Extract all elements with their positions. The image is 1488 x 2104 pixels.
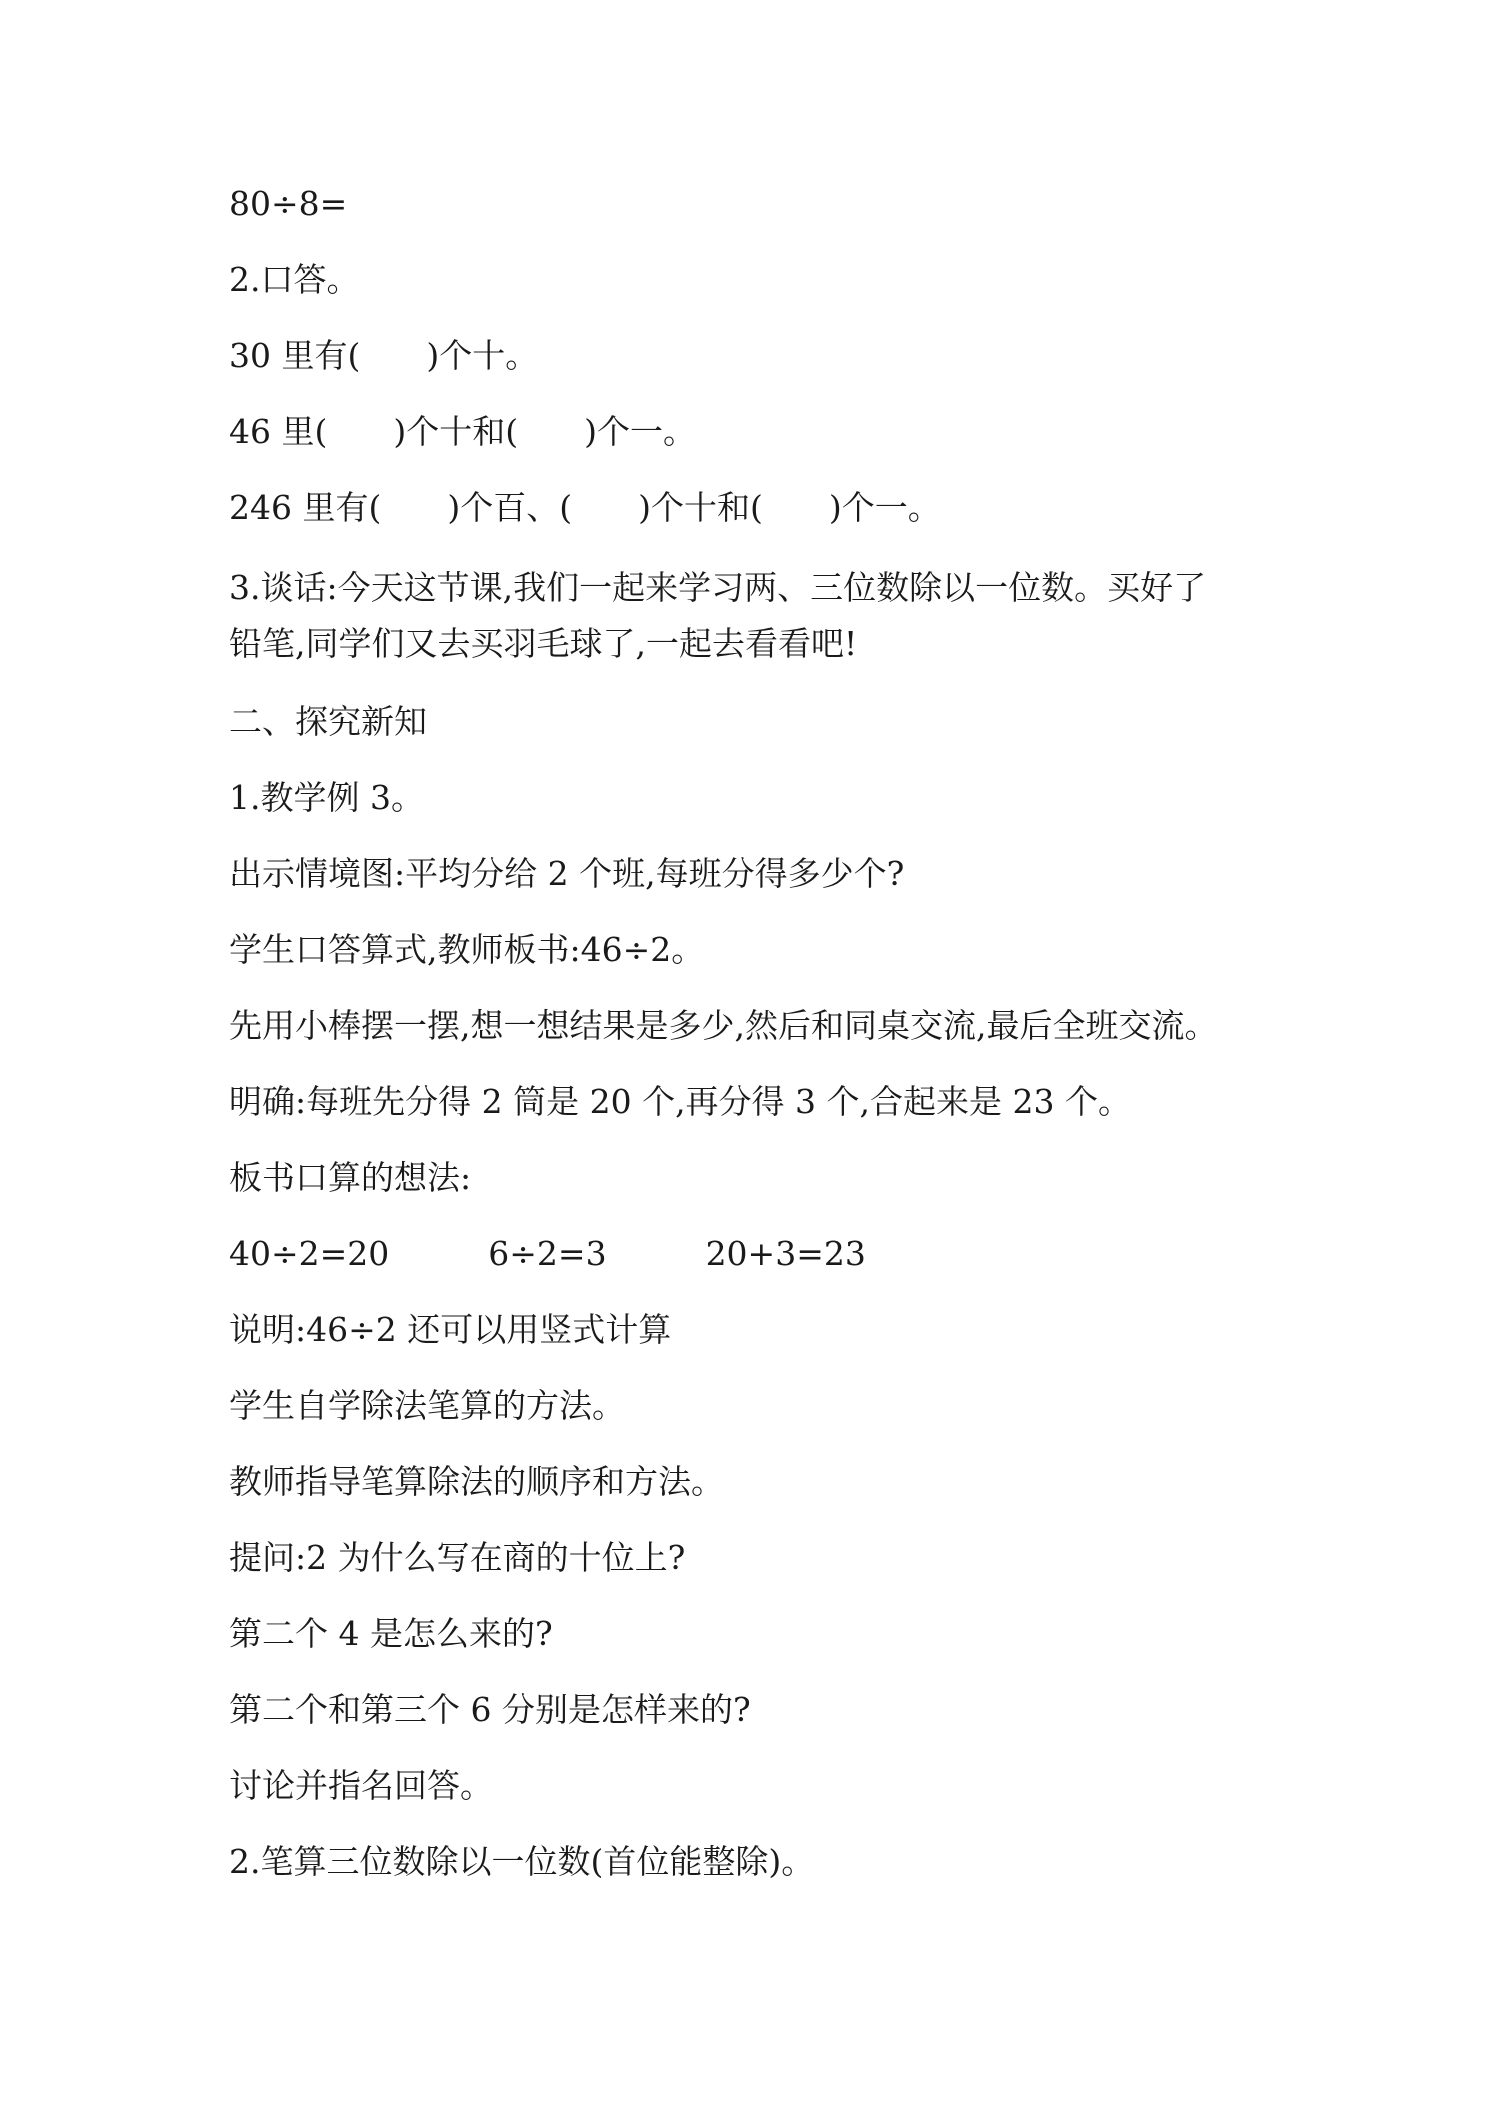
text-line: 铅笔,同学们又去买羽毛球了,一起去看看吧!	[229, 624, 858, 663]
text-line: 说明:46÷2 还可以用竖式计算	[229, 1310, 672, 1349]
text-line: 先用小棒摆一摆,想一想结果是多少,然后和同桌交流,最后全班交流。	[229, 1006, 1218, 1045]
text-line: 出示情境图:平均分给 2 个班,每班分得多少个?	[229, 854, 905, 893]
math-line: 40÷2=20 6÷2=3 20+3=23	[229, 1234, 866, 1273]
text-line: 第二个和第三个 6 分别是怎样来的?	[229, 1690, 751, 1729]
text-line: 1.教学例 3。	[229, 778, 424, 817]
text-line: 80÷8=	[229, 184, 348, 223]
paragraph	[229, 560, 1279, 672]
text-line: 2.口答。	[229, 260, 360, 299]
text-line: 教师指导笔算除法的顺序和方法。	[229, 1462, 724, 1501]
text-line: 学生自学除法笔算的方法。	[229, 1386, 625, 1425]
text-line: 46 里( )个十和( )个一。	[229, 412, 696, 451]
text-line: 提问:2 为什么写在商的十位上?	[229, 1538, 686, 1577]
text-line: 讨论并指名回答。	[229, 1766, 493, 1805]
text-line: 学生口答算式,教师板书:46÷2。	[229, 930, 705, 969]
text-line: 3.谈话:今天这节课,我们一起来学习两、三位数除以一位数。买好了	[229, 568, 1207, 607]
section-heading: 二、探究新知	[229, 702, 427, 741]
text-line: 246 里有( )个百、( )个十和( )个一。	[229, 488, 941, 527]
text-line: 30 里有( )个十。	[229, 336, 539, 375]
text-line: 第二个 4 是怎么来的?	[229, 1614, 553, 1653]
text-line: 2.笔算三位数除以一位数(首位能整除)。	[229, 1842, 815, 1881]
text-line: 板书口算的想法:	[229, 1158, 472, 1197]
text-line: 明确:每班先分得 2 筒是 20 个,再分得 3 个,合起来是 23 个。	[229, 1082, 1131, 1121]
